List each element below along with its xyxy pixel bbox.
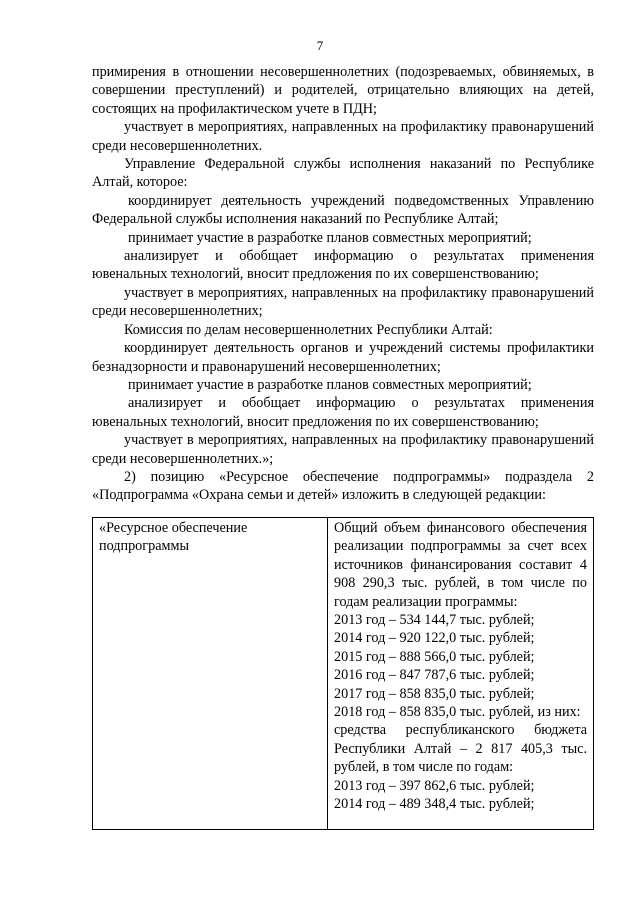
funding-intro: Общий объем финансового обеспечения реализации подпрограммы за счет всех источников финансирования составит 4 908 290,3 тыс. рублей, в том числе по годам реализации программы:	[334, 520, 587, 610]
paragraph: примирения в отношении несовершеннолетних (подозреваемых, обвиняемых, в совершении преступлений) и родителей, отрицательно влияющих на детей, состоящих на профилактическом учете в ПДН;	[92, 64, 594, 117]
paragraph: анализирует и обобщает информацию о результатах применения ювенальных технологий, вносит предложения по их совершенствованию;	[92, 395, 594, 430]
page-number: 7	[316, 38, 324, 53]
paragraph: участвует в мероприятиях, направленных на профилактику правонарушений среди несовершеннолетних.	[92, 119, 594, 154]
year-republic-line: 2014 год – 489 348,4 тыс. рублей;	[334, 796, 535, 813]
paragraph: координирует деятельность учреждений подведомственных Управлению Федеральной службы исполнения наказаний по Республике Алтай;	[92, 192, 594, 228]
table-left-cell: «Ресурсное обеспечение подпрограммы	[93, 518, 328, 829]
paragraph: принимает участие в разработке планов совместных мероприятий;	[128, 229, 532, 246]
year-total-line: 2013 год – 534 144,7 тыс. рублей;	[334, 612, 535, 629]
table-right-cell	[328, 518, 593, 829]
republic-budget-text: средства республиканского бюджета Республики Алтай – 2 817 405,3 тыс. рублей, в том числе по годам:	[334, 722, 587, 776]
paragraph: принимает участие в разработке планов совместных мероприятий;	[128, 376, 532, 393]
year-total-line: 2014 год – 920 122,0 тыс. рублей;	[334, 630, 535, 647]
paragraph: 2) позицию «Ресурсное обеспечение подпрограммы» подраздела 2 «Подпрограмма «Охрана семьи и детей» изложить в следующей редакции:	[92, 468, 594, 504]
paragraph: участвует в мероприятиях, направленных на профилактику правонарушений среди несовершеннолетних;	[92, 284, 594, 320]
year-total-line: 2015 год – 888 566,0 тыс. рублей;	[334, 648, 535, 665]
paragraph: координирует деятельность органов и учреждений системы профилактики безнадзорности и правонарушений несовершеннолетних;	[92, 340, 594, 375]
year-republic-line: 2013 год – 397 862,6 тыс. рублей;	[334, 777, 535, 794]
year-total-line: 2017 год – 858 835,0 тыс. рублей;	[334, 685, 535, 702]
paragraph: участвует в мероприятиях, направленных на профилактику правонарушений среди несовершеннолетних.»;	[92, 432, 594, 467]
resource-table	[92, 517, 594, 830]
year-2018-line: 2018 год – 858 835,0 тыс. рублей, из них:	[334, 704, 581, 721]
document-body	[92, 63, 594, 505]
paragraph: Управление Федеральной службы исполнения наказаний по Республике Алтай, которое:	[92, 156, 594, 191]
year-total-line: 2016 год – 847 787,6 тыс. рублей;	[334, 667, 535, 684]
paragraph: анализирует и обобщает информацию о результатах применения ювенальных технологий, вносит предложения по их совершенствованию;	[92, 248, 594, 283]
paragraph: Комиссия по делам несовершеннолетних Республики Алтай:	[124, 321, 493, 338]
